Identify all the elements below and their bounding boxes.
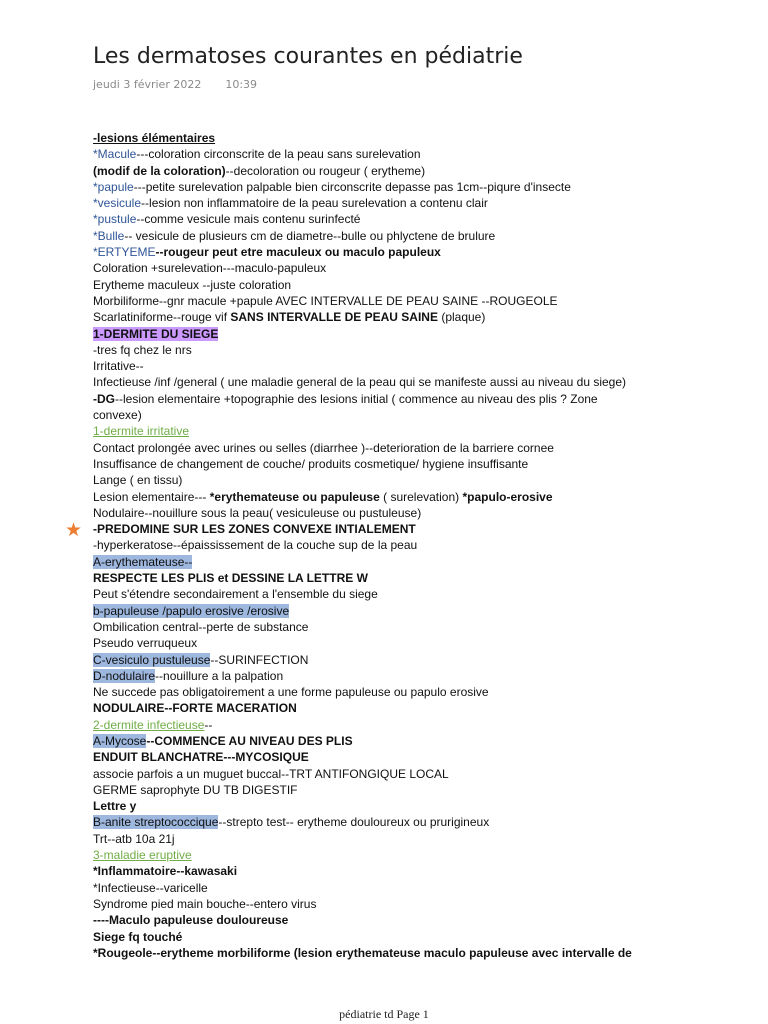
note-line: *Inflammatoire--kawasaki: [93, 864, 238, 879]
note-line: Irritative--: [93, 359, 144, 374]
note-line: Ombilication central--perte de substance: [93, 619, 309, 634]
note-line: -DG--lesion elementaire +topographie des lesions initial ( commence au niveau des plis ? Zone: [93, 391, 598, 406]
subsection-heading: 2-dermite infectieuse--: [93, 717, 213, 732]
note-line: b-papuleuse /papulo erosive /erosive: [93, 603, 290, 618]
note-line: Peut s'étendre secondairement a l'ensemble du siege: [93, 587, 378, 602]
note-line: *Macule---coloration circonscrite de la peau sans surelevation: [93, 147, 421, 162]
subsection-heading: 1-dermite irritative: [93, 424, 190, 439]
page-date: jeudi 3 février 2022: [93, 78, 202, 91]
note-line: Morbiliforme--gnr macule +papule AVEC INTERVALLE DE PEAU SAINE --ROUGEOLE: [93, 293, 558, 308]
page-footer: pédiatrie td Page 1: [339, 1007, 429, 1021]
note-line: C-vesiculo pustuleuse--SURINFECTION: [93, 652, 309, 667]
note-line: *pustule--comme vesicule mais contenu surinfecté: [93, 212, 361, 227]
page-title: Les dermatoses courantes en pédiatrie: [93, 44, 523, 69]
note-line: *ERTYEME--rougeur peut etre maculeux ou maculo papuleux: [93, 245, 441, 260]
note-line: Coloration +surelevation---maculo-papuleux: [93, 261, 327, 276]
note-line: Contact prolongée avec urines ou selles (diarrhee )--deterioration de la barriere cornee: [93, 440, 554, 455]
note-line: D-nodulaire--nouillure a la palpation: [93, 668, 284, 683]
note-line: Trt--atb 10a 21j: [93, 831, 175, 846]
note-line: -PREDOMINE SUR LES ZONES CONVEXE INTIALEMENT: [93, 522, 416, 537]
page-time: 10:39: [225, 78, 258, 91]
subsection-heading: 3-maladie eruptive: [93, 848, 192, 863]
note-line: Nodulaire--nouillure sous la peau( vesiculeuse ou pustuleuse): [93, 505, 422, 520]
note-line: Pseudo verruqueux: [93, 636, 198, 651]
note-line: NODULAIRE--FORTE MACERATION: [93, 701, 297, 716]
note-line: *Rougeole--erytheme morbiliforme (lesion erythemateuse maculo papuleuse avec intervalle de: [93, 945, 632, 960]
note-line: A-Mycose--COMMENCE AU NIVEAU DES PLIS: [93, 733, 353, 748]
note-line: *Bulle-- vesicule de plusieurs cm de diametre--bulle ou phlyctene de brulure: [93, 228, 496, 243]
note-line: -tres fq chez le nrs: [93, 342, 192, 357]
note-line: GERME saprophyte DU TB DIGESTIF: [93, 782, 298, 797]
note-line: Ne succede pas obligatoirement a une forme papuleuse ou papulo erosive: [93, 685, 489, 700]
note-line: Siege fq touché: [93, 929, 183, 944]
note-line: associe parfois a un muguet buccal--TRT ANTIFONGIQUE LOCAL: [93, 766, 449, 781]
note-line: *papule---petite surelevation palpable bien circonscrite depasse pas 1cm--piqure d'insecte: [93, 179, 571, 194]
note-line: -hyperkeratose--épaississement de la couche sup de la peau: [93, 538, 418, 553]
page-timestamp: [93, 78, 257, 91]
note-line: Insuffisance de changement de couche/ produits cosmetique/ hygiene insuffisante: [93, 456, 529, 471]
note-line: convexe): [93, 408, 142, 423]
note-line: Lettre y: [93, 799, 137, 814]
note-line: Syndrome pied main bouche--entero virus: [93, 896, 317, 911]
note-line: Scarlatiniforme--rouge vif SANS INTERVALLE DE PEAU SAINE (plaque): [93, 310, 486, 325]
note-body: [93, 130, 763, 961]
note-line: RESPECTE LES PLIS et DESSINE LA LETTRE W: [93, 571, 368, 586]
note-line: ENDUIT BLANCHATRE---MYCOSIQUE: [93, 750, 309, 765]
note-line: *vesicule--lesion non inflammatoire de la peau surelevation a contenu clair: [93, 196, 488, 211]
note-line: B-anite streptococcique--strepto test-- erytheme douloureux ou prurigineux: [93, 815, 490, 830]
note-line: Lesion elementaire--- *erythemateuse ou papuleuse ( surelevation) *papulo-erosive: [93, 489, 553, 504]
note-line: ----Maculo papuleuse douloureuse: [93, 913, 289, 928]
note-line: -lesions élémentaires: [93, 131, 216, 145]
note-line: A-erythemateuse--: [93, 554, 193, 569]
star-icon: ★: [65, 520, 83, 541]
note-line: Lange ( en tissu): [93, 473, 183, 488]
note-line: (modif de la coloration)--decoloration ou rougeur ( erytheme): [93, 163, 426, 178]
section-heading: 1-DERMITE DU SIEGE: [93, 326, 219, 341]
note-line: Infectieuse /inf /general ( une maladie general de la peau qui se manifeste aussi au niveau du siege): [93, 375, 627, 390]
note-line: *Infectieuse--varicelle: [93, 880, 208, 895]
note-line: Erytheme maculeux --juste coloration: [93, 277, 292, 292]
